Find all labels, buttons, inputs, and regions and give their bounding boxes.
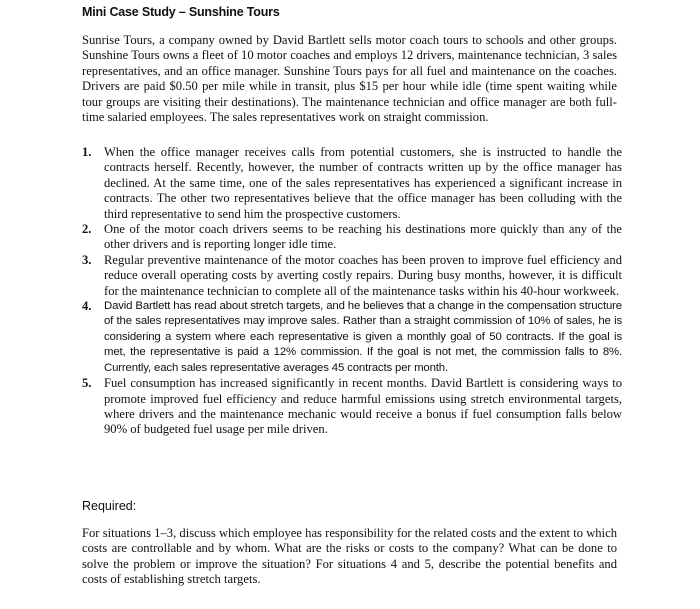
list-item — [82, 299, 622, 376]
required-paragraph: For situations 1–3, discuss which employee has responsibility for the related costs and the extent to which costs are controllable and by whom. What are the risks or costs to the company? What can be done to solve the problem or improve the situation? For situations 4 and 5, describe the potential benefits and costs of establishing stretch targets. — [82, 526, 617, 587]
list-item-text: When the office manager receives calls from potential customers, she is instructed to handle the contracts herself. Recently, however, the number of contracts written up by the office manager has declined. At the same time, one of the sales representatives has experienced a significant increase in contracts. The other two representatives believe that the office manager has been colluding with the third representative to send him the prospective customers. — [104, 145, 622, 221]
list-item — [82, 253, 622, 299]
list-item-text: Regular preventive maintenance of the motor coaches has been proven to improve fuel efficiency and reduce overall operating costs by averting costly repairs. During busy months, however, it is difficult for the maintenance technician to complete all of the maintenance tasks within his 40-hour workweek. — [104, 252, 622, 298]
list-item-number: 1. — [82, 145, 92, 159]
intro-paragraph: Sunrise Tours, a company owned by David Bartlett sells motor coach tours to schools and other groups. Sunshine Tours owns a fleet of 10 motor coaches and employs 12 drivers, maintenance technician, 3 sales representatives, and an office manager. Sunshine Tours pays for all fuel and maintenance on the coaches. Drivers are paid $0.50 per mile while in transit, plus $15 per hour while idle (time spent waiting while tour groups are visiting their destinations). The maintenance technician and office manager are both full-time salaried employees. The sales representatives work on straight commission. — [82, 33, 617, 125]
list-item-number: 2. — [82, 222, 92, 237]
list-item-number: 5. — [82, 376, 92, 391]
list-item-text: One of the motor coach drivers seems to be reaching his destinations more quickly than any of the other drivers and is reporting longer idle time. — [104, 222, 622, 252]
situation-list — [82, 145, 622, 438]
list-item-number: 3. — [82, 252, 92, 267]
list-item-number: 4. — [82, 299, 92, 314]
document-title: Mini Case Study – Sunshine Tours — [82, 5, 280, 19]
required-heading: Required: — [82, 499, 137, 513]
list-item — [82, 145, 622, 222]
list-item — [82, 376, 622, 438]
list-item-text: David Bartlett has read about stretch targets, and he believes that a change in the compensation structure of the sales representatives may improve sales. Rather than a straight commission of 10% of sales, he is considering a system where each representative is given a monthly goal of 50 contracts. If the goal is met, the representative is paid a 12% commission. If the goal is not met, the commission falls to 8%. Currently, each sales representative averages 45 contracts per month. — [104, 300, 622, 374]
list-item — [82, 222, 622, 253]
list-item-text: Fuel consumption has increased significantly in recent months. David Bartlett is considering ways to promote improved fuel efficiency and reduce harmful emissions using stretch environmental targets, where drivers and the maintenance mechanic would receive a bonus if fuel consumption falls below 90% of budgeted fuel usage per mile driven. — [104, 376, 622, 437]
